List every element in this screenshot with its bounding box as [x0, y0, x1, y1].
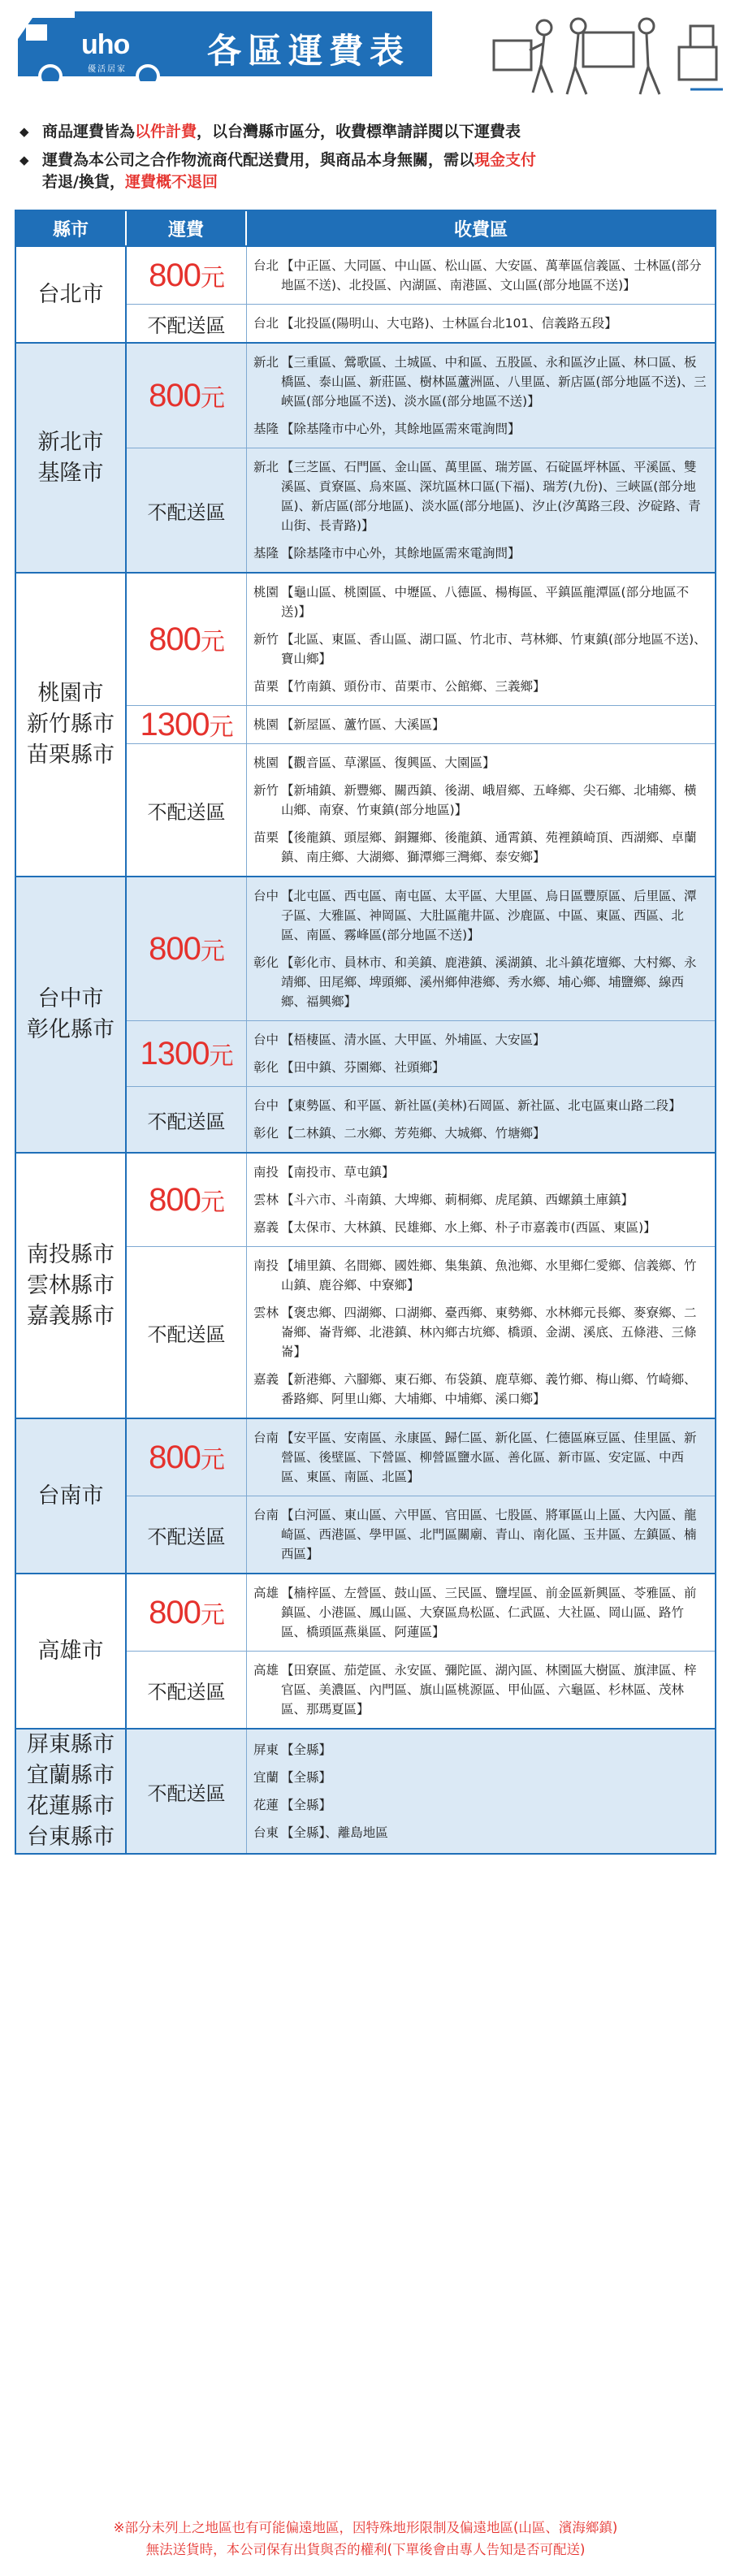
table-row — [127, 743, 715, 876]
district-list: 【褒忠鄉、四湖鄉、口湖鄉、臺西鄉、東勢鄉、水林鄉元長鄉、麥寮鄉、二崙鄉、崙背鄉、北港鎮、林內鄉古坑鄉、橋頭、金湖、溪底、五條港、三條崙】 — [281, 1305, 697, 1359]
area-entry — [253, 353, 708, 411]
region-label: 新北 — [253, 355, 279, 370]
fee-cell — [127, 1496, 247, 1573]
area-cell — [247, 706, 715, 743]
county-name: 新北市 基隆市 — [16, 344, 127, 572]
fee-amount: 800元 — [149, 377, 224, 413]
region-label: 高雄 — [253, 1663, 279, 1678]
region-label: 雲林 — [253, 1305, 279, 1320]
fee-rows — [127, 574, 715, 876]
fee-rows — [127, 1154, 715, 1418]
region-label: 新竹 — [253, 783, 279, 798]
area-entry — [253, 886, 708, 945]
currency-unit: 元 — [200, 1601, 224, 1629]
region-label: 新竹 — [253, 632, 279, 647]
district-list: 【新屋區、蘆竹區、大溪區】 — [281, 717, 445, 732]
district-list: 【梧棲區、清水區、大甲區、外埔區、大安區】 — [281, 1033, 546, 1047]
area-cell — [247, 1154, 715, 1246]
region-label: 基隆 — [253, 422, 279, 436]
area-entry — [253, 828, 708, 867]
region-label: 台中 — [253, 1033, 279, 1047]
district-list: 【新埔鎮、新豐鄉、關西鎮、後湖、峨眉鄉、五峰鄉、尖石鄉、北埔鄉、橫山鄉、南寮、竹東鎮(部分地區)】 — [281, 783, 697, 817]
footer-note — [8, 2517, 723, 2561]
no-delivery-label: 不配送區 — [147, 500, 226, 524]
district-list: 【北區、東區、香山區、湖口區、竹北市、芎林鄉、竹東鎮(部分地區不送)、寶山鄉】 — [281, 632, 707, 666]
area-entry — [253, 1428, 708, 1487]
district-list: 【除基隆市中心外，其餘地區需來電詢問】 — [281, 422, 521, 436]
area-cell — [247, 448, 715, 572]
fee-cell — [127, 1087, 247, 1152]
district-list: 【田寮區、茄萣區、永安區、彌陀區、湖內區、林園區大樹區、旗津區、梓官區、美濃區、內門區、旗山區桃源區、甲仙區、六龜區、杉林區、茂林區、那瑪夏區】 — [281, 1663, 697, 1717]
area-entry — [253, 1583, 708, 1642]
table-row — [127, 344, 715, 448]
area-cell — [247, 1652, 715, 1728]
fee-rows — [127, 1419, 715, 1573]
region-label: 彰化 — [253, 955, 279, 970]
area-entry — [253, 677, 708, 696]
area-entry — [253, 1123, 708, 1143]
diamond-bullet-icon: ◆ — [19, 124, 29, 139]
area-cell — [247, 877, 715, 1020]
district-list: 【東勢區、和平區、新社區(美林)石岡區、新社區、北屯區東山路二段】 — [281, 1098, 681, 1113]
district-list: 【龜山區、桃園區、中壢區、八德區、楊梅區、平鎮區龍潭區(部分地區不送)】 — [281, 585, 690, 619]
page-header — [0, 0, 731, 110]
region-label: 彰化 — [253, 1126, 279, 1141]
fee-amount: 800元 — [149, 1181, 224, 1218]
table-row — [127, 1086, 715, 1152]
note-text: ，以台灣縣市區分，收費標準請詳閱以下運費表 — [197, 123, 521, 141]
table-row — [127, 247, 715, 304]
area-entry — [253, 543, 708, 563]
fee-amount: 800元 — [149, 621, 224, 657]
area-entry — [253, 1823, 708, 1842]
region-label: 南投 — [253, 1165, 279, 1180]
fee-amount: 1300元 — [140, 1035, 233, 1072]
region-label: 花蓮 — [253, 1798, 279, 1812]
region-label: 苗栗 — [253, 679, 279, 694]
area-entry — [253, 314, 708, 333]
district-list: 【全縣】 — [281, 1770, 332, 1785]
region-label: 南投 — [253, 1258, 279, 1273]
district-list: 【二林鎮、二水鄉、芳苑鄉、大城鄉、竹塘鄉】 — [281, 1126, 546, 1141]
fee-rows — [127, 344, 715, 572]
area-entry — [253, 1768, 708, 1787]
district-list: 【埔里鎮、名間鄉、國姓鄉、集集鎮、魚池鄉、水里鄉仁愛鄉、信義鄉、竹山鎮、鹿谷鄉、中寮鄉】 — [281, 1258, 697, 1292]
area-cell — [247, 574, 715, 705]
area-entry — [253, 457, 708, 535]
county-name: 高雄市 — [16, 1574, 127, 1728]
region-label: 桃園 — [253, 717, 279, 732]
note-item — [19, 149, 715, 193]
area-entry — [253, 1505, 708, 1564]
fee-cell — [127, 448, 247, 572]
county-group — [16, 245, 715, 342]
area-entry — [253, 715, 708, 734]
region-label: 雲林 — [253, 1193, 279, 1207]
fee-cell — [127, 1730, 247, 1853]
no-delivery-label: 不配送區 — [147, 1680, 226, 1704]
brand-logo-subtitle: 優活居家 — [88, 65, 127, 74]
district-list: 【全縣】 — [281, 1743, 332, 1757]
area-cell — [247, 1247, 715, 1418]
currency-unit: 元 — [209, 713, 233, 741]
fee-cell — [127, 1247, 247, 1418]
table-header — [16, 211, 715, 245]
table-row — [127, 705, 715, 743]
region-label: 彰化 — [253, 1060, 279, 1075]
area-entry — [253, 753, 708, 773]
area-entry — [253, 1256, 708, 1295]
region-label: 台東 — [253, 1825, 279, 1840]
district-list: 【白河區、東山區、六甲區、官田區、七股區、將軍區山上區、大內區、龍崎區、西港區、學甲區、北門區關廟、青山、南化區、玉井區、左鎮區、楠西區】 — [281, 1508, 697, 1561]
shipping-notes — [0, 110, 731, 193]
fee-rows — [127, 247, 715, 342]
brand-logo: uho — [81, 29, 130, 60]
district-list: 【新港鄉、六腳鄉、東石鄉、布袋鎮、鹿草鄉、義竹鄉、梅山鄉、竹崎鄉、番路鄉、阿里山鄉、大埔鄉、中埔鄉、溪口鄉】 — [281, 1372, 697, 1406]
fee-cell — [127, 1154, 247, 1246]
area-entry — [253, 1218, 708, 1237]
diamond-bullet-icon: ◆ — [19, 153, 29, 167]
region-label: 宜蘭 — [253, 1770, 279, 1785]
area-cell — [247, 305, 715, 342]
area-cell — [247, 1021, 715, 1086]
table-row — [127, 1154, 715, 1246]
fee-amount: 800元 — [149, 1439, 224, 1475]
fee-cell — [127, 574, 247, 705]
no-delivery-label: 不配送區 — [147, 314, 226, 337]
area-entry — [253, 419, 708, 439]
district-list: 【三芝區、石門區、金山區、萬里區、瑞芳區、石碇區坪林區、平溪區、雙溪區、貢寮區、烏來區、深坑區林口區(下福)、瑞芳(九份)、三峽區(部分地區)、新店區(部分地區)、淡水區(部分地區)、汐止(汐萬路三段、汐碇路、青山街、長青路)】 — [281, 460, 701, 533]
table-row — [127, 1730, 715, 1853]
district-list: 【太保市、大林鎮、民雄鄉、水上鄉、朴子市嘉義市(西區、東區)】 — [281, 1220, 656, 1235]
county-group — [16, 1418, 715, 1573]
area-entry — [253, 1030, 708, 1050]
district-list: 【觀音區、草漯區、復興區、大園區】 — [281, 755, 495, 770]
district-list: 【楠梓區、左營區、鼓山區、三民區、鹽埕區、前金區新興區、苓雅區、前鎮區、小港區、鳳山區、大寮區鳥松區、仁武區、大社區、岡山區、路竹區、橋頭區燕巢區、阿蓮區】 — [281, 1586, 697, 1639]
fee-rows — [127, 1574, 715, 1728]
area-entry — [253, 1162, 708, 1182]
district-list: 【除基隆市中心外，其餘地區需來電詢問】 — [281, 546, 521, 561]
region-label: 苗栗 — [253, 830, 279, 845]
area-entry — [253, 1660, 708, 1719]
county-name: 屏東縣市 宜蘭縣市 花蓮縣市 台東縣市 — [16, 1730, 127, 1853]
region-label: 桃園 — [253, 755, 279, 770]
region-label: 基隆 — [253, 546, 279, 561]
movers-illustration-icon — [487, 8, 723, 104]
area-entry — [253, 256, 708, 295]
currency-unit: 元 — [200, 1446, 224, 1474]
county-name: 桃園市 新竹縣市 苗栗縣市 — [16, 574, 127, 876]
no-delivery-label: 不配送區 — [147, 1782, 226, 1805]
fee-cell — [127, 1419, 247, 1496]
table-row — [127, 877, 715, 1020]
area-entry — [253, 953, 708, 1011]
district-list: 【中正區、大同區、中山區、松山區、大安區、萬華區信義區、士林區(部分地區不送)、北投區、內湖區、南港區、文山區(部分地區不送)】 — [281, 258, 702, 292]
column-header-area: 收費區 — [453, 219, 508, 240]
fee-cell — [127, 305, 247, 342]
area-entry — [253, 1795, 708, 1815]
currency-unit: 元 — [200, 384, 224, 412]
county-group — [16, 1152, 715, 1418]
footer-line: ※部分未列上之地區也有可能偏遠地區，因特殊地形限制及偏遠地區(山區、濱海鄉鎮) — [113, 2520, 618, 2535]
currency-unit: 元 — [209, 1042, 233, 1070]
note-highlight: 現金支付 — [474, 151, 537, 169]
fee-cell — [127, 706, 247, 743]
area-cell — [247, 1419, 715, 1496]
table-row — [127, 1020, 715, 1086]
fee-cell — [127, 247, 247, 304]
fee-rows — [127, 877, 715, 1152]
area-entry — [253, 1058, 708, 1077]
district-list: 【三重區、鶯歌區、土城區、中和區、五股區、永和區汐止區、林口區、板橋區、泰山區、新莊區、樹林區蘆洲區、八里區、新店區(部分地區不送)、三峽區(部分地區不送)、淡水區(部分地區不送)】 — [281, 355, 707, 409]
district-list: 【安平區、安南區、永康區、歸仁區、新化區、仁德區麻豆區、佳里區、新營區、後壁區、下營區、柳營區鹽水區、善化區、新市區、安定區、中西區、東區、南區、北區】 — [281, 1431, 697, 1484]
district-list: 【全縣】、離島地區 — [281, 1825, 388, 1840]
column-header-fee: 運費 — [127, 211, 247, 245]
fee-cell — [127, 877, 247, 1020]
district-list: 【全縣】 — [281, 1798, 332, 1812]
region-label: 台中 — [253, 1098, 279, 1113]
table-body — [16, 245, 715, 1853]
table-row — [127, 1574, 715, 1651]
area-entry — [253, 630, 708, 669]
fee-cell — [127, 1021, 247, 1086]
area-cell — [247, 1730, 715, 1853]
area-cell — [247, 1574, 715, 1651]
region-label: 嘉義 — [253, 1372, 279, 1387]
fee-amount: 800元 — [149, 257, 224, 293]
currency-unit: 元 — [200, 264, 224, 292]
table-row — [127, 1496, 715, 1573]
area-entry — [253, 582, 708, 621]
region-label: 桃園 — [253, 585, 279, 600]
table-row — [127, 1246, 715, 1418]
fee-cell — [127, 1574, 247, 1651]
note-text: 商品運費皆為 — [42, 123, 136, 141]
county-name: 南投縣市 雲林縣市 嘉義縣市 — [16, 1154, 127, 1418]
note-text: 若退/換貨， — [42, 173, 125, 191]
area-cell — [247, 247, 715, 304]
district-list: 【南投市、草屯鎮】 — [281, 1165, 395, 1180]
fee-cell — [127, 344, 247, 448]
district-list: 【田中鎮、芬園鄉、社頭鄉】 — [281, 1060, 445, 1075]
table-row — [127, 1419, 715, 1496]
footer-line: 無法送貨時，本公司保有出貨與否的權利(下單後會由專人告知是否可配送) — [145, 2542, 586, 2557]
area-cell — [247, 344, 715, 448]
area-cell — [247, 1496, 715, 1573]
district-list: 【竹南鎮、頭份市、苗栗市、公館鄉、三義鄉】 — [281, 679, 546, 694]
county-group — [16, 1573, 715, 1728]
fee-amount: 1300元 — [140, 706, 233, 742]
area-cell — [247, 1087, 715, 1152]
region-label: 新北 — [253, 460, 279, 474]
region-label: 嘉義 — [253, 1220, 279, 1235]
area-entry — [253, 1190, 708, 1210]
fee-rows — [127, 1730, 715, 1853]
currency-unit: 元 — [200, 937, 224, 965]
no-delivery-label: 不配送區 — [147, 1323, 226, 1346]
note-item — [19, 121, 715, 143]
county-name: 台北市 — [16, 247, 127, 342]
region-label: 台北 — [253, 316, 279, 331]
district-list: 【斗六市、斗南鎮、大埤鄉、莿桐鄉、虎尾鎮、西螺鎮土庫鎮】 — [281, 1193, 634, 1207]
district-list: 【後龍鎮、頭屋鄉、銅鑼鄉、後龍鎮、通霄鎮、苑裡鎮崎頂、西湖鄉、卓蘭鎮、南庄鄉、大湖鄉、獅潭鄉三灣鄉、泰安鄉】 — [281, 830, 697, 864]
county-group — [16, 342, 715, 572]
district-list: 【彰化市、員林市、和美鎮、鹿港鎮、溪湖鎮、北斗鎮花壇鄉、大村鄉、永靖鄉、田尾鄉、埤頭鄉、溪州鄉伸港鄉、秀水鄉、埔心鄉、埔鹽鄉、線西鄉、福興鄉】 — [281, 955, 697, 1009]
note-highlight: 運費概不退回 — [124, 173, 218, 191]
fee-cell — [127, 1652, 247, 1728]
region-label: 屏東 — [253, 1743, 279, 1757]
area-entry — [253, 781, 708, 820]
no-delivery-label: 不配送區 — [147, 800, 226, 824]
fee-amount: 800元 — [149, 1594, 224, 1630]
region-label: 台南 — [253, 1508, 279, 1522]
column-header-county: 縣市 — [16, 211, 127, 245]
page-title: 各區運費表 — [207, 31, 411, 71]
table-row — [127, 448, 715, 572]
no-delivery-label: 不配送區 — [147, 1525, 226, 1548]
district-list: 【北屯區、西屯區、南屯區、太平區、大里區、烏日區豐原區、后里區、潭子區、大雅區、神岡區、大肚區龍井區、沙鹿區、中區、東區、西區、北區、南區、霧峰區(部分地區不送)】 — [281, 889, 697, 942]
shipping-fee-table — [15, 210, 716, 1855]
currency-unit: 元 — [200, 628, 224, 656]
area-entry — [253, 1740, 708, 1760]
no-delivery-label: 不配送區 — [147, 1110, 226, 1133]
region-label: 台南 — [253, 1431, 279, 1445]
table-row — [127, 1651, 715, 1728]
region-label: 台北 — [253, 258, 279, 273]
region-label: 高雄 — [253, 1586, 279, 1600]
fee-cell — [127, 744, 247, 876]
county-group — [16, 876, 715, 1152]
fee-amount: 800元 — [149, 930, 224, 967]
county-name: 台南市 — [16, 1419, 127, 1573]
area-entry — [253, 1370, 708, 1409]
area-entry — [253, 1096, 708, 1115]
district-list: 【北投區(陽明山、大屯路)、士林區台北101、信義路五段】 — [281, 316, 617, 331]
note-text: 運費為本公司之合作物流商代配送費用，與商品本身無關，需以 — [42, 151, 475, 169]
region-label: 台中 — [253, 889, 279, 903]
table-row — [127, 304, 715, 342]
county-group — [16, 572, 715, 876]
area-entry — [253, 1303, 708, 1362]
currency-unit: 元 — [200, 1188, 224, 1216]
county-name: 台中市 彰化縣市 — [16, 877, 127, 1152]
area-cell — [247, 744, 715, 876]
note-highlight: 以件計費 — [135, 123, 197, 141]
county-group — [16, 1728, 715, 1853]
table-row — [127, 574, 715, 705]
